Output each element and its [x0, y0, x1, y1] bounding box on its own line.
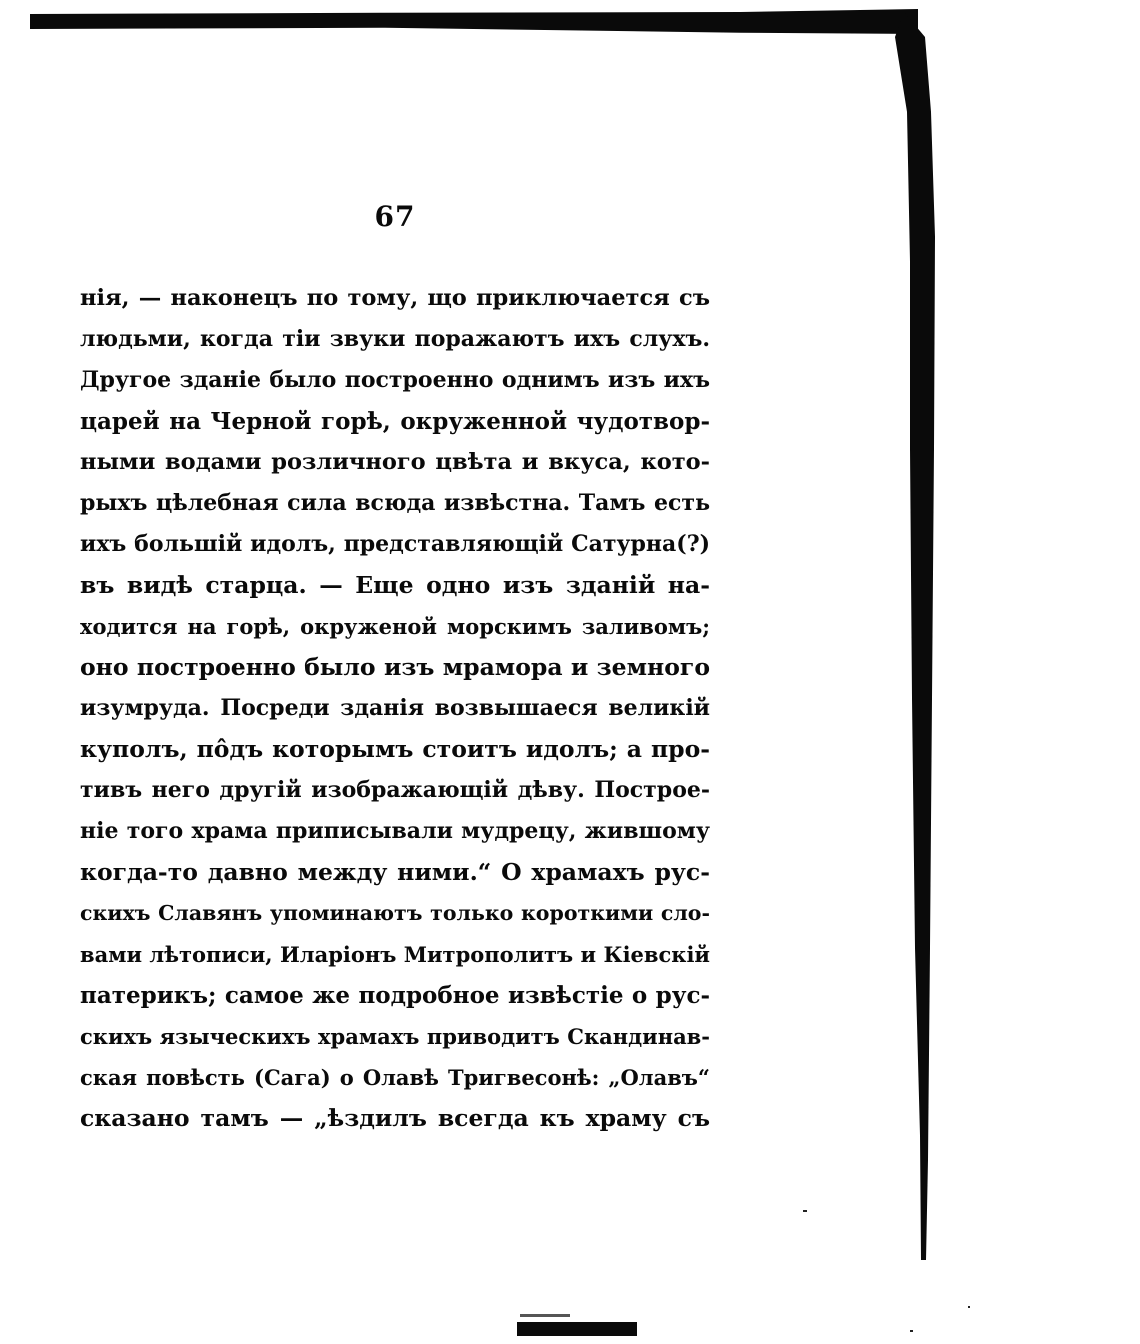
text-line: вами лѣтописи, Иларіонъ Митрополитъ и Кіевскій	[80, 942, 710, 967]
text-line: патерикъ; самое же подробное извѣстіе о рус-	[80, 982, 710, 1009]
text-line: нія, — наконецъ по тому, що приключается съ	[80, 285, 710, 311]
text-line: сказано тамъ — „ѣздилъ всегда къ храму съ	[80, 1104, 710, 1132]
body-text	[80, 278, 710, 1139]
text-line: ская повѣсть (Сага) о Олавѣ Тригвесонѣ: „Олавъ“	[80, 1065, 710, 1090]
text-line: ніе того храма приписывали мудрецу, жившому	[80, 818, 710, 844]
text-line: куполъ, пôдъ которымъ стоитъ идолъ; а про-	[80, 735, 710, 763]
text-line: Другое зданіе было построенно однимъ изъ ихъ	[80, 367, 710, 393]
text-line: въ видѣ старца. — Еще одно изъ зданій на-	[80, 571, 710, 599]
text-line: скихъ Славянъ упоминаютъ только короткими сло-	[80, 901, 710, 925]
text-line: оно построенно было изъ мрамора и земного	[80, 653, 710, 681]
text-line: изумруда. Посреди зданія возвышаеся великій	[80, 695, 710, 721]
scan-bottom-mark	[517, 1322, 637, 1336]
scan-bottom-mark-thin	[520, 1314, 570, 1317]
text-line: ихъ большій идолъ, представляющій Сатурна(?)	[80, 531, 710, 557]
text-line: ходится на горѣ, окруженой морскимъ заливомъ;	[80, 614, 710, 639]
scan-top-edge	[30, 9, 918, 34]
scan-speck	[910, 1330, 913, 1332]
scan-speck	[968, 1306, 970, 1308]
text-line: когда-то давно между ними.“ О храмахъ рус-	[80, 858, 710, 886]
scan-right-edge	[895, 12, 945, 1260]
text-line: рыхъ цѣлебная сила всюда извѣстна. Тамъ есть	[80, 490, 710, 516]
text-line: царей на Черной горѣ, окруженной чудотвор-	[80, 408, 710, 435]
text-line: тивъ него другій изображающій дѣву. Построе-	[80, 777, 710, 803]
text-line: скихъ языческихъ храмахъ приводитъ Скандинав-	[80, 1024, 710, 1049]
page-number: 67	[374, 200, 416, 233]
text-line: людьми, когда тіи звуки поражаютъ ихъ слухъ.	[80, 326, 710, 352]
scan-speck	[803, 1210, 807, 1212]
text-line: ными водами розличного цвѣта и вкуса, кото-	[80, 449, 710, 475]
